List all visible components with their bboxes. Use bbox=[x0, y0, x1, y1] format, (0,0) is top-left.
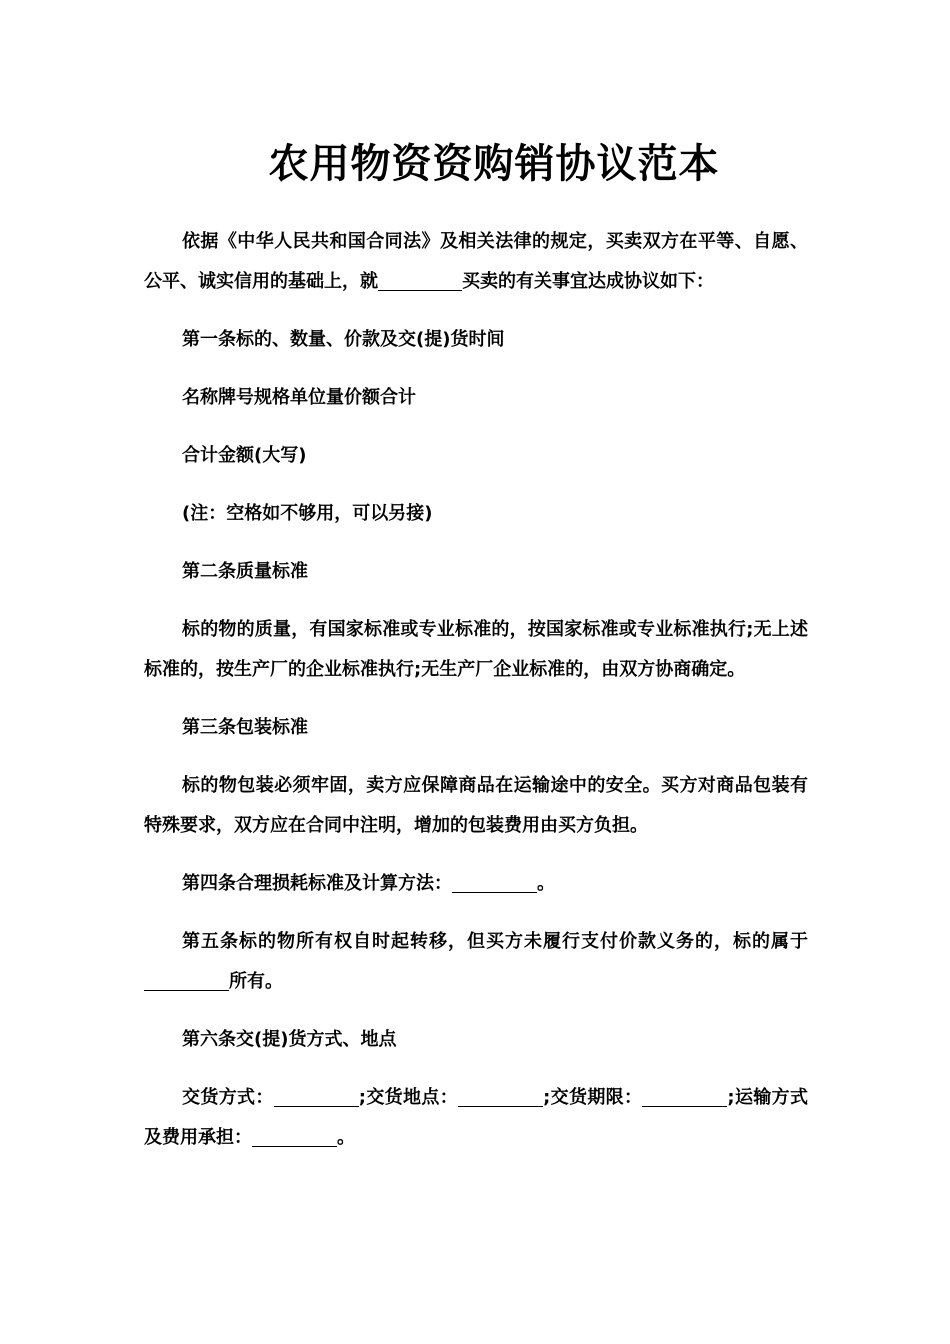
fill-blank-owner bbox=[144, 970, 229, 991]
intro-text-2: 买卖的有关事宜达成协议如下： bbox=[462, 271, 714, 292]
article5-text-1: 第五条标的物所有权自时起转移，但买方未履行支付价款义务的，标的属于 bbox=[182, 931, 808, 952]
article2-heading: 第二条质量标准 bbox=[182, 561, 308, 582]
article6-heading: 第六条交(提)货方式、地点 bbox=[182, 1029, 397, 1050]
note-line: (注：空格如不够用，可以另接) bbox=[182, 503, 433, 524]
article3-body: 标的物包装必须牢固，卖方应保障商品在运输途中的安全。买方对商品包装有特殊要求，双方应在合同中注明，增加的包装费用由买方负担。 bbox=[144, 775, 808, 836]
table-header-line: 名称牌号规格单位量价额合计 bbox=[182, 387, 416, 408]
fill-blank-delivery-method bbox=[274, 1086, 359, 1107]
article3-heading: 第三条包装标准 bbox=[182, 717, 308, 738]
article5-text-2: 所有。 bbox=[229, 971, 283, 992]
fill-blank-delivery-deadline bbox=[642, 1086, 727, 1107]
transport-label: ;运输方式及费用承担： bbox=[144, 1087, 808, 1148]
fill-blank-goods bbox=[378, 270, 462, 291]
delivery-place-label: ;交货地点： bbox=[358, 1087, 459, 1108]
fill-blank-transport bbox=[252, 1126, 337, 1147]
delivery-method-label: 交货方式： bbox=[182, 1087, 274, 1108]
article4-paragraph bbox=[144, 864, 808, 904]
document-title: 农用物资资购销协议范本 bbox=[268, 141, 720, 187]
article5-paragraph bbox=[144, 922, 808, 1002]
article6-end: 。 bbox=[337, 1127, 355, 1148]
fill-blank-delivery-place bbox=[458, 1086, 543, 1107]
delivery-deadline-label: ;交货期限： bbox=[543, 1087, 643, 1108]
total-amount-line: 合计金额(大写) bbox=[182, 445, 307, 466]
article1-heading: 第一条标的、数量、价款及交(提)货时间 bbox=[182, 329, 505, 350]
article6-body bbox=[144, 1078, 808, 1158]
intro-paragraph bbox=[144, 222, 808, 302]
intro-text-1: 依据《中华人民共和国合同法》及相关法律的规定，买卖双方在平等、自愿、公平、诚实信用的基础上，就 bbox=[144, 231, 808, 292]
fill-blank-loss-standard bbox=[452, 872, 537, 893]
article4-text: 第四条合理损耗标准及计算方法： bbox=[182, 873, 452, 894]
article2-body: 标的物的质量，有国家标准或专业标准的，按国家标准或专业标准执行;无上述标准的，按生产厂的企业标准执行;无生产厂企业标准的，由双方协商确定。 bbox=[144, 619, 808, 680]
article4-end: 。 bbox=[537, 873, 555, 894]
document-body bbox=[144, 222, 808, 1176]
